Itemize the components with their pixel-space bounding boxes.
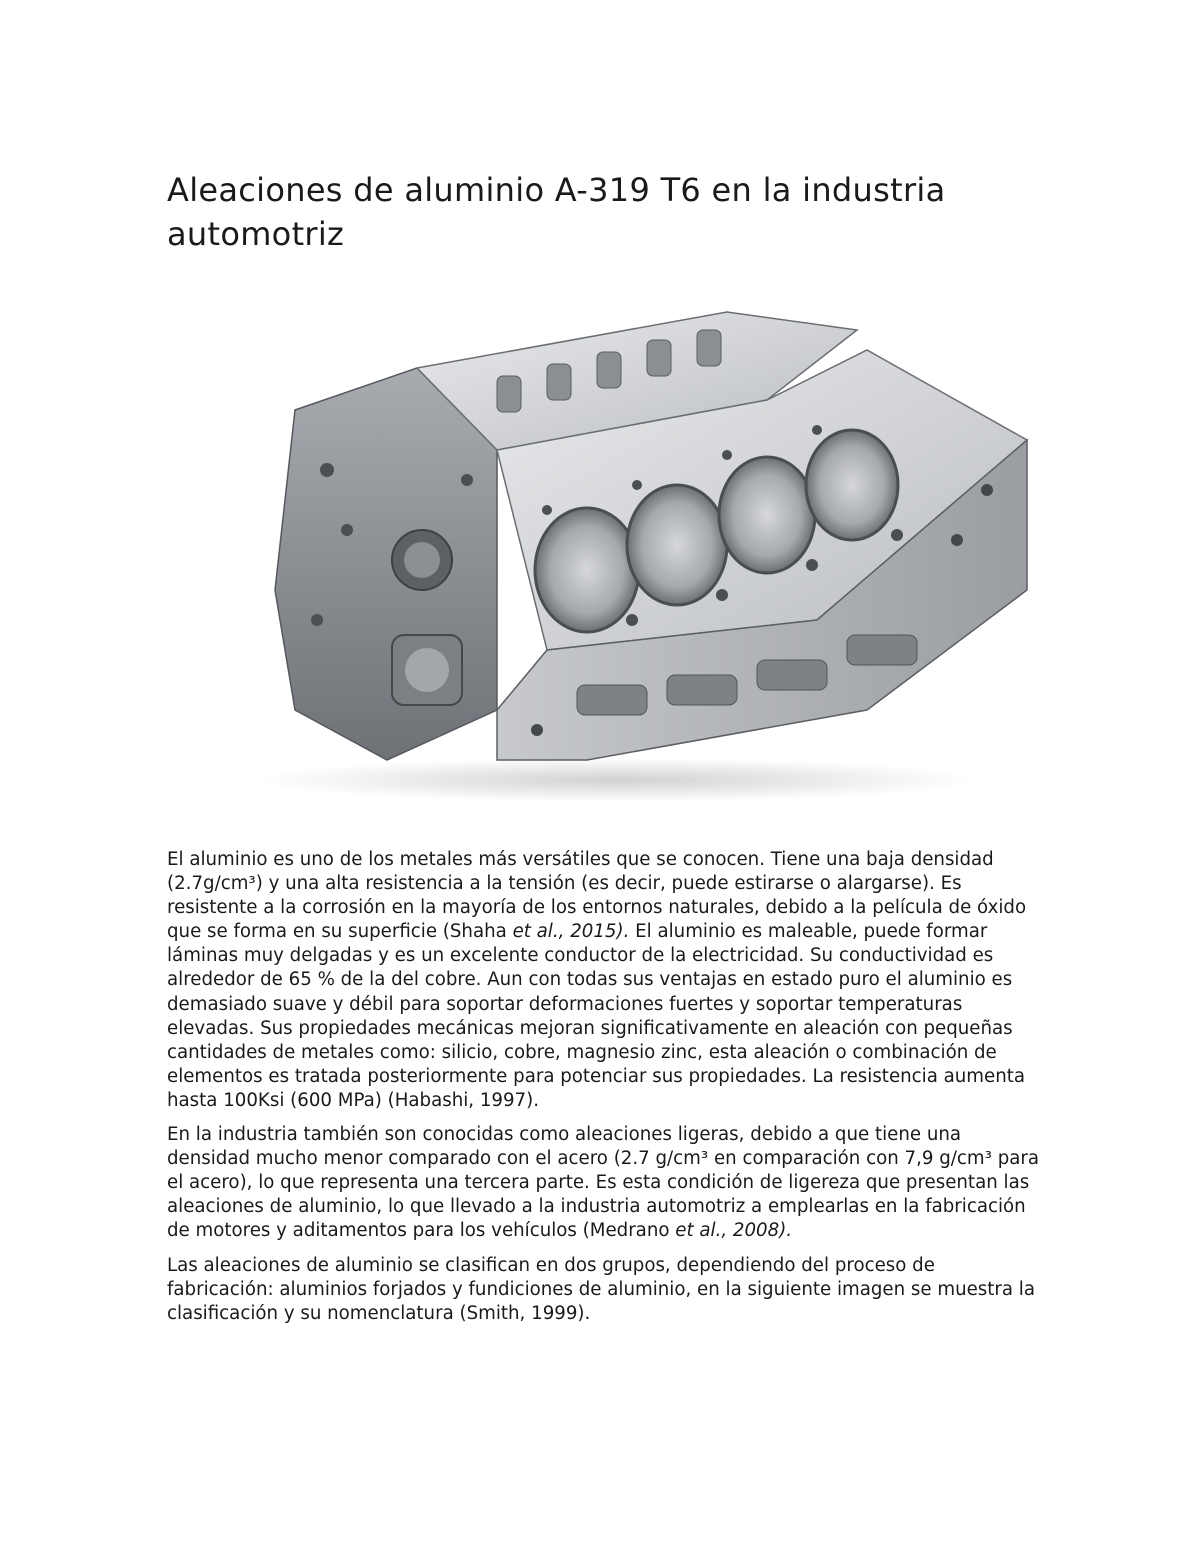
paragraph-text: Las aleaciones de aluminio se clasifican en dos grupos, dependiendo del proceso de fabricación: aluminios forjados y fundiciones de aluminio, en la siguiente imagen se muestra la clasificación y su nomenclatura (Smith, 1999). [167, 1254, 1036, 1324]
paragraph-text: El aluminio es uno de los metales más versátiles que se conocen. Tiene una baja densidad (2.7g/cm³) y una alta resistencia a la tensión (es decir, puede estirarse o alargarse). Es resistente a la corrosión en la mayoría de los entornos naturales, debido a la película de óxido que se forma en su superficie (Shaha [167, 849, 1027, 943]
paragraph [167, 1123, 1042, 1243]
engine-block-photo-icon [167, 290, 1033, 806]
document-title: Aleaciones de aluminio A-319 T6 en la industria automotriz [167, 171, 946, 253]
paragraph-text: El aluminio es maleable, puede formar láminas muy delgadas y es un excelente conductor de la electricidad. Su conductividad es alrededor de 65 % de la del cobre. Aun con todas sus ventajas en estado puro el aluminio es demasiado suave y débil para soportar deformaciones fuertes y soportar temperaturas elevadas. Sus propiedades mecánicas mejoran significativamente en aleación con pequeñas cantidades de metales como: silicio, cobre, magnesio zinc, esta aleación o combinación de elementos es tratada posteriormente para potenciar sus propiedades. La resistencia aumenta hasta 100Ksi (600 MPa) (Habashi, 1997). [167, 921, 1026, 1111]
citation-italic: et al., 2015). [512, 921, 630, 943]
paragraph-text: En la industria también son conocidas como aleaciones ligeras, debido a que tiene una densidad mucho menor comparado con el acero (2.7 g/cm³ en comparación con 7,9 g/cm³ para el acero), lo que representa una tercera parte. Es esta condición de ligereza que presentan las aleaciones de aluminio, lo que llevado a la industria automotriz a emplearlas en la fabricación de motores y aditamentos para los vehículos (Medrano [167, 1124, 1040, 1242]
engine-block-figure [167, 290, 1033, 806]
body-text [167, 848, 1042, 1336]
paragraph [167, 1254, 1042, 1326]
paragraph [167, 848, 1042, 1113]
citation-italic: et al., 2008). [675, 1220, 793, 1242]
